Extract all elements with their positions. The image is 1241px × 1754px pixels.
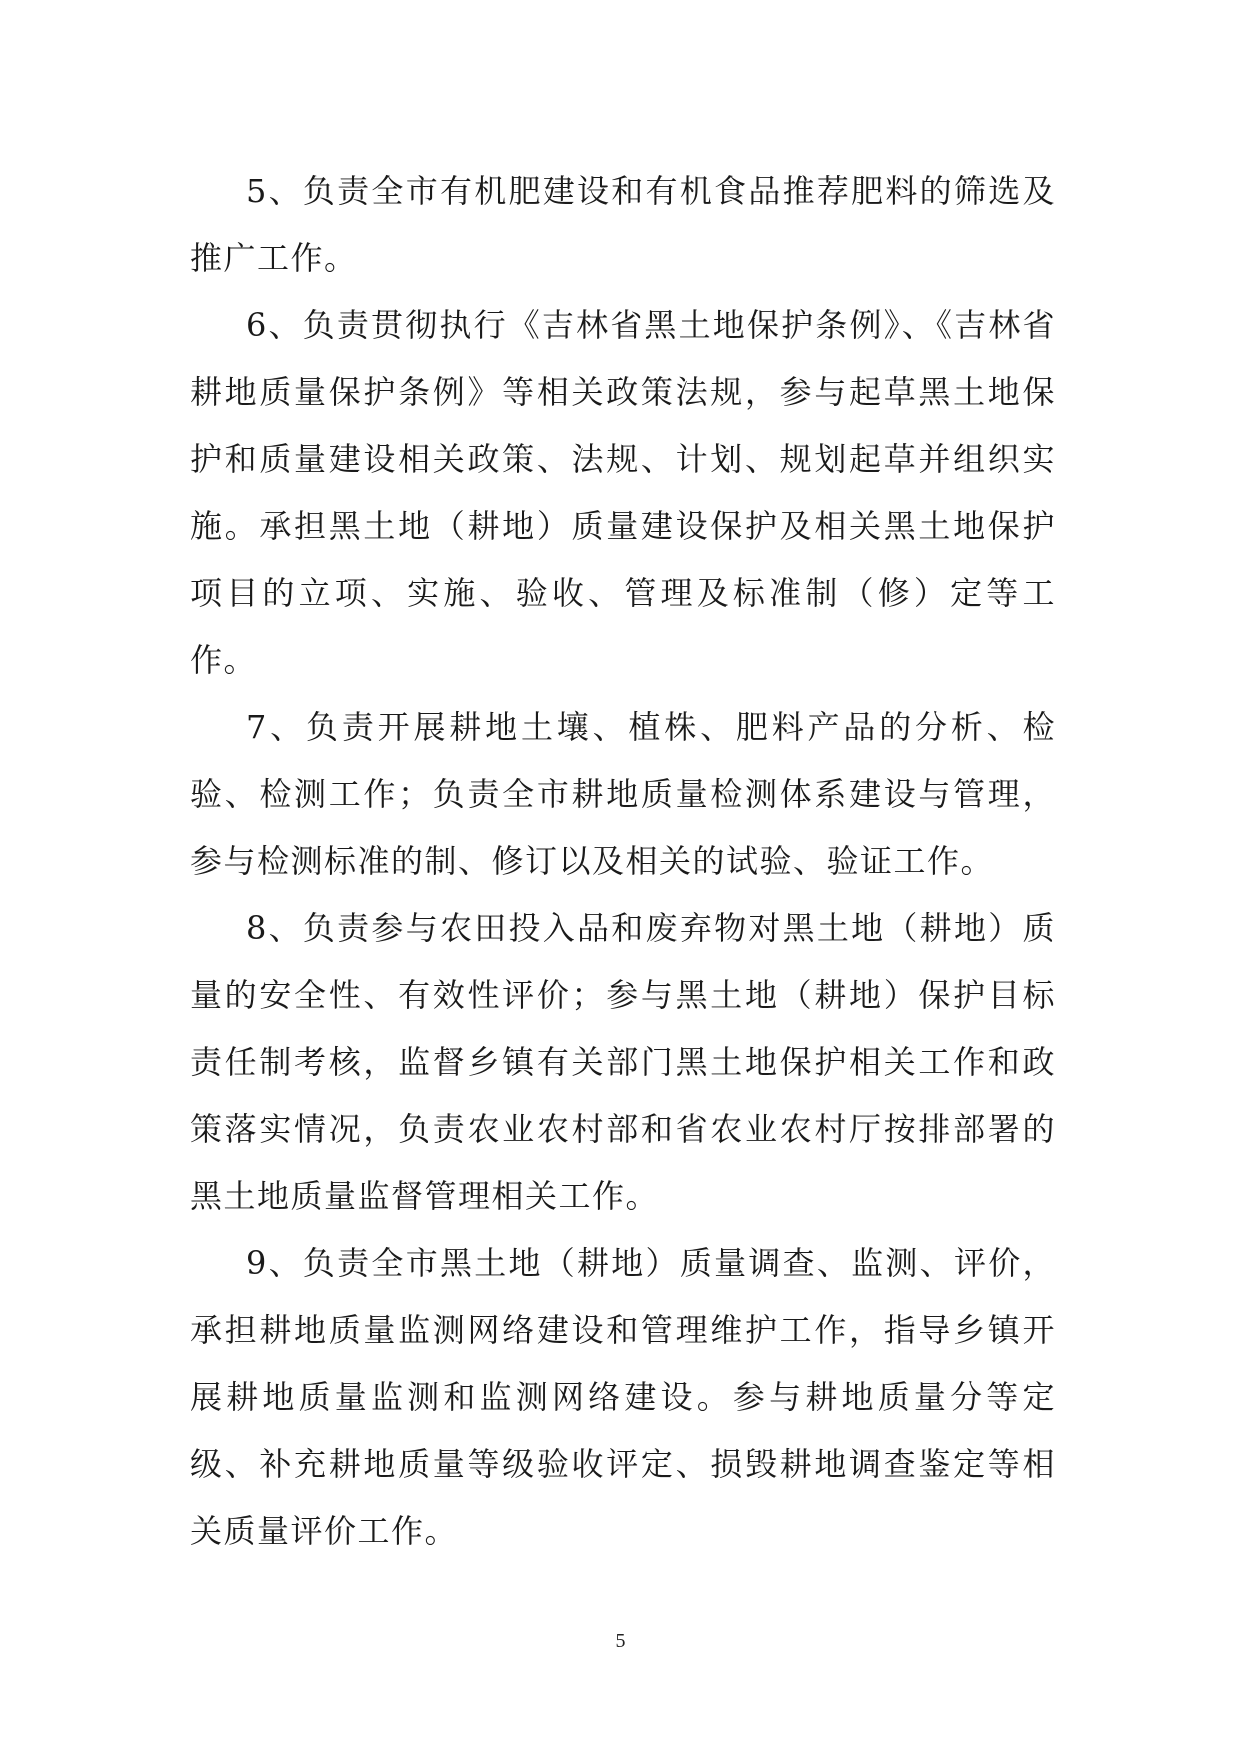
paragraph-item-8: 8、负责参与农田投入品和废弃物对黑土地（耕地）质量的安全性、有效性评价；参与黑土地（耕地）保护目标责任制考核，监督乡镇有关部门黑土地保护相关工作和政策落实情况，负责农业农村部和省农业农村厅按排部署的黑土地质量监督管理相关工作。 <box>190 909 1056 1215</box>
paragraph-item-9: 9、负责全市黑土地（耕地）质量调查、监测、评价，承担耕地质量监测网络建设和管理维护工作，指导乡镇开展耕地质量监测和监测网络建设。参与耕地质量分等定级、补充耕地质量等级验收评定、损毁耕地调查鉴定等相关质量评价工作。 <box>190 1244 1056 1550</box>
document-body <box>190 158 1056 1565</box>
paragraph-item-7: 7、负责开展耕地土壤、植株、肥料产品的分析、检验、检测工作；负责全市耕地质量检测体系建设与管理，参与检测标准的制、修订以及相关的试验、验证工作。 <box>190 708 1056 880</box>
paragraph-item-5: 5、负责全市有机肥建设和有机食品推荐肥料的筛选及推广工作。 <box>190 172 1056 277</box>
page-number: 5 <box>615 1630 626 1652</box>
paragraph-item-6: 6、负责贯彻执行《吉林省黑土地保护条例》、《吉林省耕地质量保护条例》等相关政策法规，参与起草黑土地保护和质量建设相关政策、法规、计划、规划起草并组织实施。承担黑土地（耕地）质量建设保护及相关黑土地保护项目的立项、实施、验收、管理及标准制（修）定等工作。 <box>190 306 1056 679</box>
